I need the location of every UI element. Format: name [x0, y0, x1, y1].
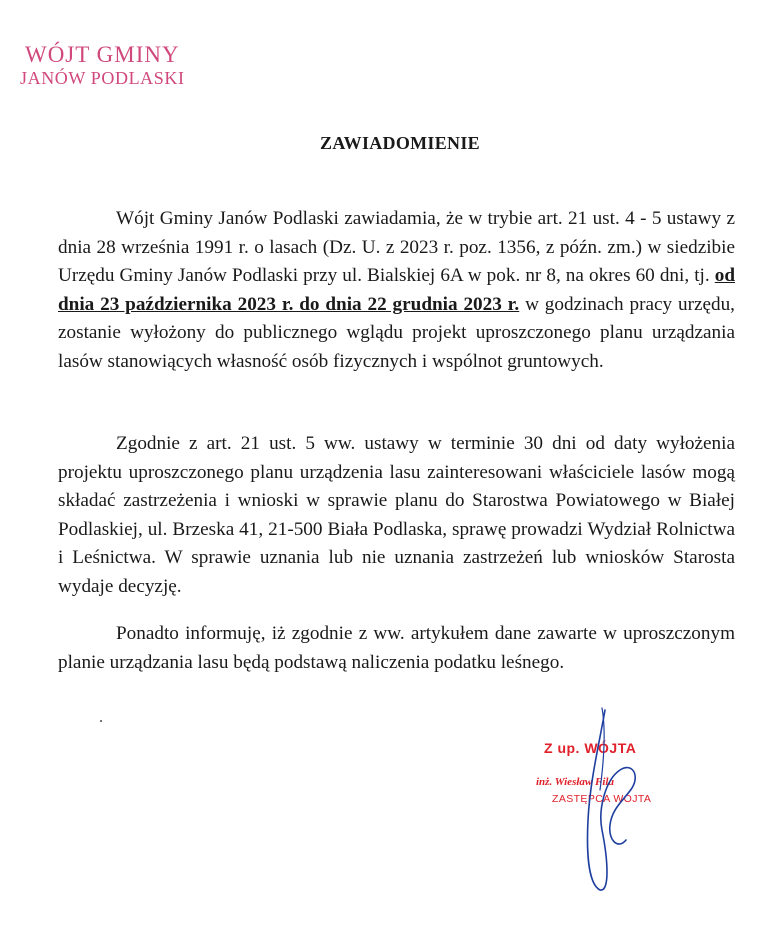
paragraph-notice-text-before: Wójt Gminy Janów Podlaski zawiadamia, że w trybie art. 21 ust. 4 - 5 ustawy z dnia 28 września 1991 r. o lasach (Dz. U. z 2023 r. poz. 1356, z późn. zm.) w siedzibie Urzędu Gminy Janów Podlaski przy ul. Bialskiej 6A w pok. nr 8, na okres 60 dni, tj. — [58, 208, 735, 287]
stamp-authorization: Z up. WÓJTA — [544, 740, 637, 756]
letterhead-subtitle: JANÓW PODLASKI — [20, 68, 185, 89]
stamp-name: inż. Wiesław Fila — [536, 776, 614, 788]
stamp-position: ZASTĘPCA WÓJTA — [552, 793, 652, 805]
paragraph-objections: Zgodnie z art. 21 ust. 5 ww. ustawy w terminie 30 dni od daty wyłożenia projektu uproszczonego planu urządzenia lasu zainteresowani właściciele lasów mogą składać zastrzeżenia i wnioski w sprawie planu do Starostwa Powiatowego w Białej Podlaskiej, ul. Brzeska 41, 21-500 Biała Podlaska, sprawę prowadzi Wydział Rolnictwa i Leśnictwa. W sprawie uznania lub nie uznania zastrzeżeń lub wniosków Starosta wydaje decyzję. — [58, 433, 735, 597]
handwritten-signature — [560, 700, 670, 900]
stray-dot — [100, 720, 102, 722]
document-title: ZAWIADOMIENIE — [320, 133, 480, 153]
letterhead — [20, 42, 185, 89]
paragraph-notice — [58, 205, 735, 377]
paragraph-notice-dates: od dnia 23 października 2023 r. do dnia 22 grudnia 2023 r. — [58, 265, 735, 315]
letterhead-title: WÓJT GMINY — [24, 42, 180, 67]
paragraph-tax: Ponadto informuję, iż zgodnie z ww. artykułem dane zawarte w uproszczonym planie urządzania lasu będą podstawą naliczenia podatku leśnego. — [58, 623, 735, 673]
paragraph-notice-text-after: w godzinach pracy urzędu, zostanie wyłożony do publicznego wglądu projekt uproszczonego planu urządzania lasów stanowiących własność osób fizycznych i wspólnot gruntowych. — [58, 293, 735, 372]
